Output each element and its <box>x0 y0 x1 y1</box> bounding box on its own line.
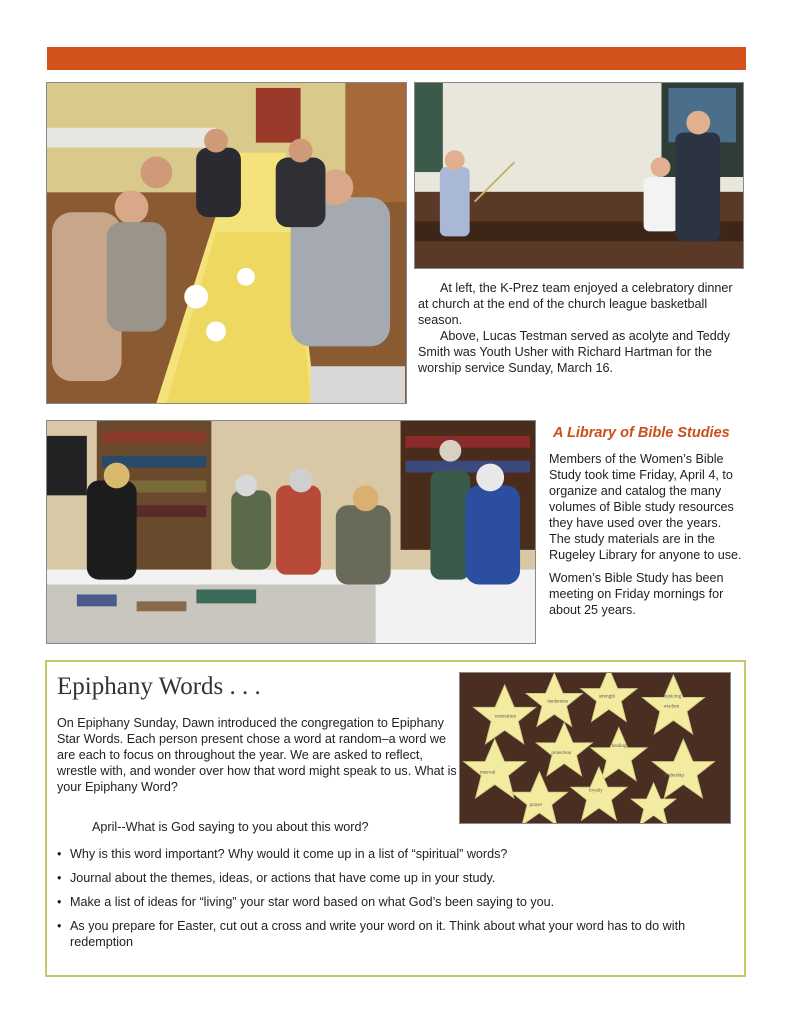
team-dinner-photo <box>46 82 407 404</box>
bible-study-photo <box>46 420 536 644</box>
star-word: prayer <box>529 803 543 809</box>
bullet-symbol: • <box>57 919 62 933</box>
star-word: rejoicing <box>663 694 682 700</box>
star-word: tenderness <box>547 699 569 705</box>
library-paragraph-2: Women’s Bible Study has been meeting on Friday mornings for about 25 years. <box>549 571 724 617</box>
list-item <box>57 894 741 910</box>
bullet-symbol: • <box>57 895 62 909</box>
star-word: protection <box>551 750 572 756</box>
caption-paragraph-1: At left, the K-Prez team enjoyed a celebratory dinner at church at the end of the church league basketball season. <box>418 281 733 327</box>
star-word: renewal <box>479 770 496 776</box>
star-word: restoration <box>494 714 516 720</box>
list-item-text: Make a list of ideas for “living” your star word based on what God’s been saying to you. <box>70 895 555 909</box>
header-bar <box>47 47 746 70</box>
star-word: strength <box>598 694 615 700</box>
bullet-symbol: • <box>57 847 62 861</box>
photo-caption <box>418 280 744 376</box>
list-item <box>57 870 741 886</box>
star-words-photo <box>459 672 731 824</box>
star-word: healing <box>611 744 627 750</box>
star-word: leadership <box>663 773 684 779</box>
star-word: loyalty <box>589 788 603 794</box>
caption-paragraph-2: Above, Lucas Testman served as acolyte and Teddy Smith was Youth Usher with Richard Hartman for the worship service Sunday, March 16. <box>418 329 731 375</box>
list-item <box>57 918 741 950</box>
worship-service-photo <box>414 82 744 269</box>
epiphany-intro: On Epiphany Sunday, Dawn introduced the congregation to Epiphany Star Words. Each person present chose a word at random–a word we are each to focus on throughout the year. We are asked to reflect, wrestle with, and wonder over how that word might speak to us. What is your Epiphany Word? <box>57 716 457 794</box>
epiphany-bullet-list <box>57 846 741 958</box>
bullet-symbol: • <box>57 871 62 885</box>
library-heading: A Library of Bible Studies <box>553 425 730 441</box>
library-paragraph-1: Members of the Women’s Bible Study took time Friday, April 4, to organize and catalog the many volumes of Bible study resources they have used over the years. The study materials are in the Rugeley Library for anyone to use. <box>549 452 742 562</box>
library-text <box>549 451 745 625</box>
list-item <box>57 846 741 862</box>
list-item-text: Journal about the themes, ideas, or actions that have come up in your study. <box>70 871 496 885</box>
list-item-text: Why is this word important? Why would it come up in a list of “spiritual” words? <box>70 847 508 861</box>
epiphany-prompt: April--What is God saying to you about this word? <box>92 820 369 834</box>
epiphany-title: Epiphany Words . . . <box>57 673 261 700</box>
list-item-text: As you prepare for Easter, cut out a cross and write your word on it. Think about what your word has to do with redemption <box>70 919 686 949</box>
star-word: wisdom <box>663 704 680 710</box>
